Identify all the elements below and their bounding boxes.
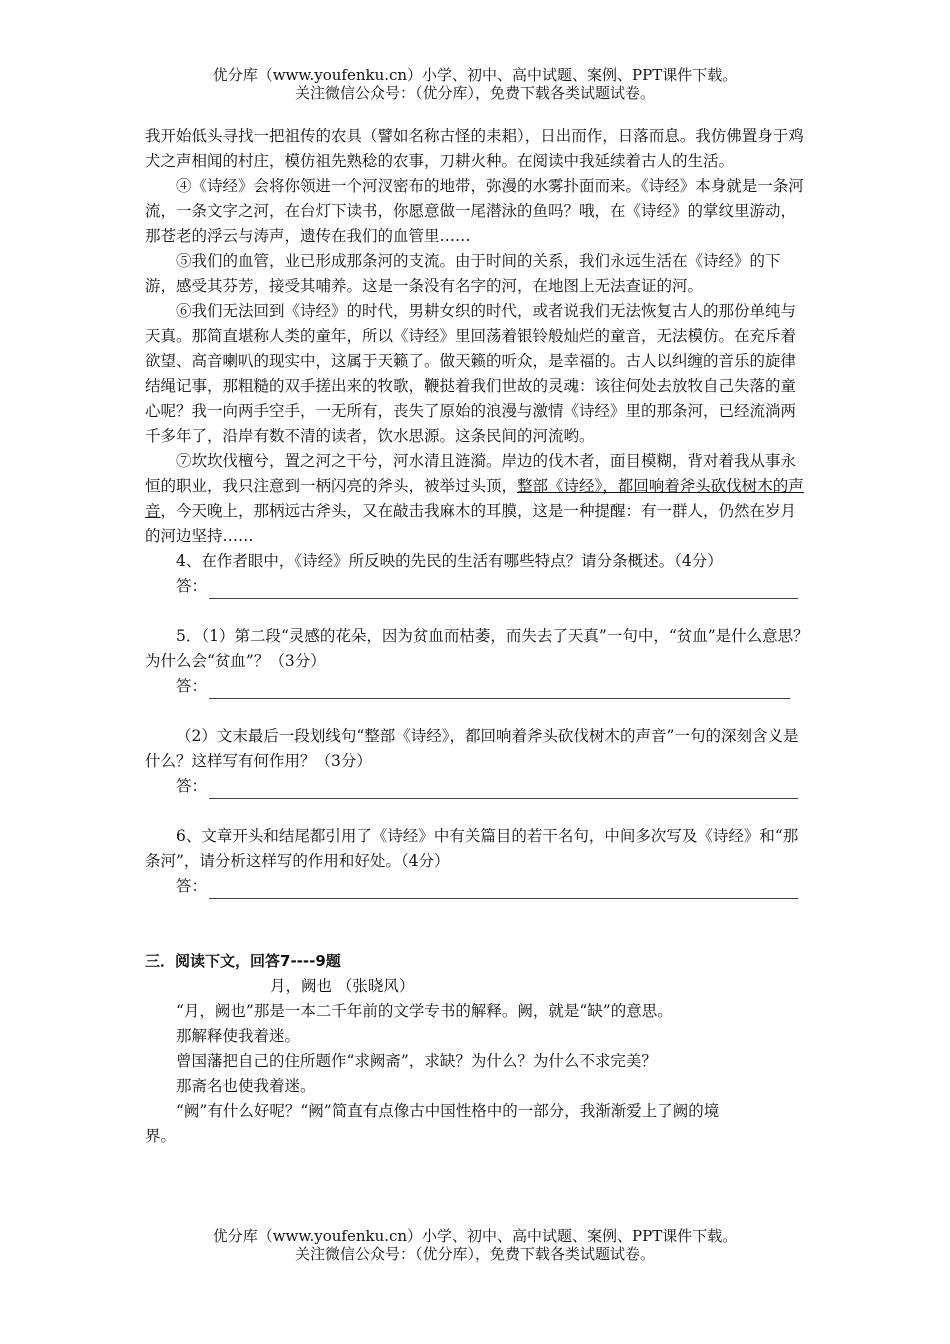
page-header bbox=[0, 66, 950, 102]
question-5-1: 5．（1）第二段“灵感的花朵，因为贫血而枯萎，而失去了天真”一句中，“贫血”是什么意思？为什么会“贫血”？（3分） bbox=[145, 627, 809, 670]
answer-line-q5-1[interactable] bbox=[176, 674, 810, 699]
paragraph-5: ⑤我们的血管，业已形成那条河的支流。由于时间的关系，我们永远生活在《诗经》的下游，感受其芬芳，接受其哺养。这是一条没有名字的河，在地图上无法查证的河。 bbox=[145, 252, 781, 295]
answer-label: 答： bbox=[176, 677, 208, 695]
paragraph-6: ⑥我们无法回到《诗经》的时代，男耕女织的时代，或者说我们无法恢复古人的那份单纯与天真。那简直堪称人类的童年，所以《诗经》里回荡着银铃般灿烂的童音，无法模仿。在充斥着欲望、高音喇叭的现实中，这属于天籁了。做天籁的听众，是幸福的。古人以纠缠的音乐的旋律结绳记事，那粗糙的双手搓出来的牧歌，鞭挞着我们世故的灵魂：该往何处去放牧自己失落的童心呢？我一向两手空手，一无所有，丧失了原始的浪漫与激情《诗经》里的那条河，已经流淌两千多年了，沿岸有数不清的读者，饮水思源。这条民间的河流哟。 bbox=[145, 302, 797, 445]
question-5-2: （2）文末最后一段划线句“整部《诗经》，都回响着斧头砍伐树木的声音”一句的深刻含义是什么？这样写有何作用？（3分） bbox=[145, 727, 799, 770]
question-4: 4、在作者眼中，《诗经》所反映的先民的生活有哪些特点？请分条概述。（4分） bbox=[176, 552, 723, 570]
answer-blank[interactable] bbox=[209, 582, 798, 599]
header-line-2: 关注微信公众号：（优分库），免费下载各类试题试卷。 bbox=[294, 84, 655, 102]
answer-blank[interactable] bbox=[209, 782, 798, 799]
answer-label: 答： bbox=[176, 577, 208, 595]
page-footer bbox=[0, 1227, 950, 1263]
answer-line-q6[interactable] bbox=[176, 874, 810, 899]
section-3-paragraph-3: 曾国藩把自己的住所题作“求阙斋”，求缺？为什么？为什么不求完美？ bbox=[176, 1052, 657, 1070]
header-line-1: 优分库（www.youfenku.cn）小学、初中、高中试题、案例、PPT课件下载。 bbox=[212, 66, 738, 84]
footer-line-1: 优分库（www.youfenku.cn）小学、初中、高中试题、案例、PPT课件下载。 bbox=[212, 1227, 738, 1245]
article-title: 月，阙也 （张晓风） bbox=[270, 977, 415, 995]
answer-line-q5-2[interactable] bbox=[176, 774, 810, 799]
answer-label: 答： bbox=[176, 877, 208, 895]
footer-line-2: 关注微信公众号：（优分库），免费下载各类试题试卷。 bbox=[294, 1245, 655, 1263]
paragraph-4: ④《诗经》会将你领进一个河汊密布的地带，弥漫的水雾扑面而来。《诗经》本身就是一条河流，一条文字之河，在台灯下读书，你愿意做一尾潜泳的鱼吗？哦，在《诗经》的掌纹里游动，那苍老的浮云与涛声，遗传在我们的血管里…… bbox=[145, 177, 804, 245]
paragraph-7-part-b: ，今天晚上，那柄远古斧头，又在敲击我麻木的耳膜，这是一种提醒：有一群人，仍然在岁月的河边坚持…… bbox=[145, 502, 797, 545]
answer-blank[interactable] bbox=[209, 882, 798, 899]
paragraph-continued: 我开始低头寻找一把祖传的农具（譬如名称古怪的耒耜），日出而作，日落而息。我仿佛置身于鸡犬之声相闻的村庄，模仿祖先熟稔的农事，刀耕火种。在阅读中我延续着古人的生活。 bbox=[145, 127, 804, 170]
section-3-paragraph-2: 那解释使我着迷。 bbox=[176, 1027, 301, 1045]
paragraph-7-part-a: ⑦坎坎伐檀兮，置之河之干兮，河水清且涟漪。岸边的伐木者，面目模糊，背对着我从事永恒的职业，我只注意到一柄闪亮的斧头，被举过头顶， bbox=[145, 452, 797, 495]
document-body bbox=[145, 124, 810, 1149]
question-6: 6、文章开头和结尾都引用了《诗经》中有关篇目的若干名句，中间多次写及《诗经》和“那条河”，请分析这样写的作用和好处。（4分） bbox=[145, 827, 799, 870]
section-3-heading: 三．阅读下文，回答7----9题 bbox=[145, 952, 341, 970]
answer-blank[interactable] bbox=[209, 682, 790, 699]
answer-line-q4[interactable] bbox=[176, 574, 810, 599]
section-3-paragraph-4: 那斋名也使我着迷。 bbox=[176, 1077, 316, 1095]
section-3-paragraph-1: “月，阙也”那是一本二千年前的文学专书的解释。阙，就是“缺”的意思。 bbox=[176, 1002, 673, 1020]
underlined-sentence: 整部《诗经》，都回响着斧头砍伐树木的声音 bbox=[145, 477, 804, 520]
section-3-paragraph-5: “阙”有什么好呢？“阙”简直有点像古中国性格中的一部分，我渐渐爱上了阙的境界。 bbox=[145, 1102, 720, 1145]
answer-label: 答： bbox=[176, 777, 208, 795]
paragraph-7 bbox=[145, 449, 810, 549]
